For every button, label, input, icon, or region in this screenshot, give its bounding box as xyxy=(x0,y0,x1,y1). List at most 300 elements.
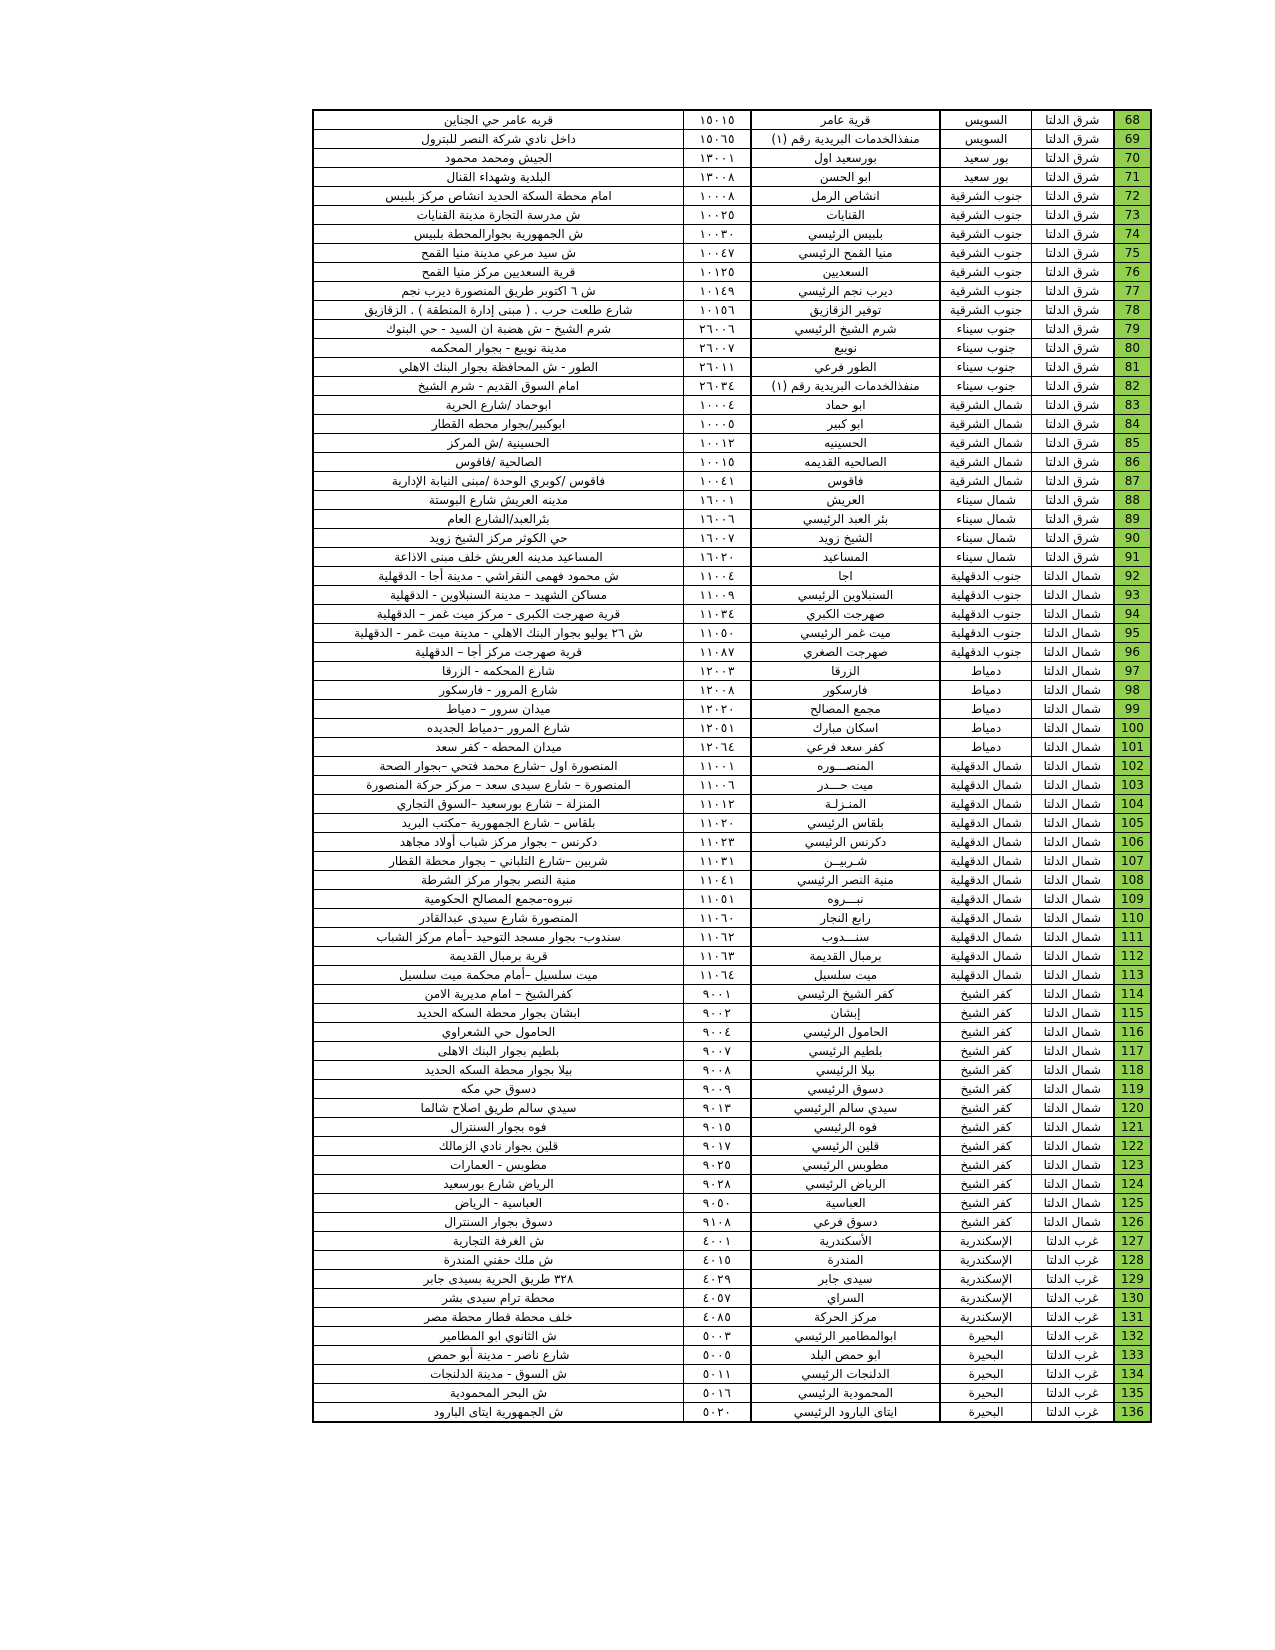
row-number-cell: 97 xyxy=(1114,662,1151,681)
table-row xyxy=(313,814,1151,833)
table-row xyxy=(313,453,1151,472)
region-cell: شرق الدلتا xyxy=(1031,396,1114,415)
region-cell: شمال الدلتا xyxy=(1031,1156,1114,1175)
table-row xyxy=(313,1004,1151,1023)
table-row xyxy=(313,795,1151,814)
table-row xyxy=(313,1080,1151,1099)
office-name-cell: المحمودية الرئيسي xyxy=(751,1384,941,1403)
postal-code-cell: ١٠٠٤٧ xyxy=(683,244,750,263)
table-row xyxy=(313,1251,1151,1270)
row-number-cell: 86 xyxy=(1114,453,1151,472)
region-cell: شمال الدلتا xyxy=(1031,909,1114,928)
office-name-cell: ميت حـــدر xyxy=(751,776,941,795)
row-number-cell: 129 xyxy=(1114,1270,1151,1289)
table-row xyxy=(313,244,1151,263)
address-cell: مدينه العريش شارع البوستة xyxy=(313,491,683,510)
governorate-cell: السويس xyxy=(940,110,1031,130)
postal-code-cell: ١١٠٨٧ xyxy=(683,643,750,662)
table-row xyxy=(313,1365,1151,1384)
table-row xyxy=(313,1137,1151,1156)
postal-code-cell: ١١٠٦٠ xyxy=(683,909,750,928)
office-name-cell: مجمع المصالح xyxy=(751,700,941,719)
governorate-cell: كفر الشيخ xyxy=(940,1137,1031,1156)
governorate-cell: شمال الدقهلية xyxy=(940,833,1031,852)
row-number-cell: 123 xyxy=(1114,1156,1151,1175)
office-name-cell: ميت سلسيل xyxy=(751,966,941,985)
office-name-cell: منية النصر الرئيسي xyxy=(751,871,941,890)
region-cell: غرب الدلتا xyxy=(1031,1403,1114,1423)
postal-code-cell: ١١٠٤١ xyxy=(683,871,750,890)
table-row xyxy=(313,624,1151,643)
region-cell: شرق الدلتا xyxy=(1031,320,1114,339)
postal-code-cell: ١١٠٦٤ xyxy=(683,966,750,985)
region-cell: شمال الدلتا xyxy=(1031,1099,1114,1118)
address-cell: مطوبس - العمارات xyxy=(313,1156,683,1175)
address-cell: سندوب- بجوار مسجد التوحيد –أمام مركز الشباب xyxy=(313,928,683,947)
postal-code-cell: ١٠١٤٩ xyxy=(683,282,750,301)
governorate-cell: شمال سيناء xyxy=(940,548,1031,567)
address-cell: المنزلة – شارع بورسعيد –السوق التجاري xyxy=(313,795,683,814)
postal-code-cell: ٤٠١٥ xyxy=(683,1251,750,1270)
address-cell: ش ٢٦ يوليو بجوار البنك الاهلي - مدينة ميت غمر - الدقهلية xyxy=(313,624,683,643)
address-cell: بلطيم بجوار البنك الاهلى xyxy=(313,1042,683,1061)
governorate-cell: شمال الدقهلية xyxy=(940,890,1031,909)
region-cell: شمال الدلتا xyxy=(1031,586,1114,605)
region-cell: غرب الدلتا xyxy=(1031,1251,1114,1270)
address-cell: شارع المرور - فارسكور xyxy=(313,681,683,700)
office-name-cell: دكرنس الرئيسي xyxy=(751,833,941,852)
table-row xyxy=(313,757,1151,776)
office-name-cell: بلبيس الرئيسي xyxy=(751,225,941,244)
governorate-cell: شمال الدقهلية xyxy=(940,947,1031,966)
table-row xyxy=(313,928,1151,947)
postal-code-cell: ٩٠٠١ xyxy=(683,985,750,1004)
table-row xyxy=(313,187,1151,206)
region-cell: شرق الدلتا xyxy=(1031,130,1114,149)
governorate-cell: شمال الدقهلية xyxy=(940,776,1031,795)
postal-code-cell: ١٠٠١٥ xyxy=(683,453,750,472)
table-row xyxy=(313,985,1151,1004)
address-cell: ابوكبير/بجوار محطه القطار xyxy=(313,415,683,434)
office-name-cell: كفر الشيخ الرئيسي xyxy=(751,985,941,1004)
region-cell: شرق الدلتا xyxy=(1031,206,1114,225)
governorate-cell: كفر الشيخ xyxy=(940,1080,1031,1099)
address-cell: المنصورة شارع سيدى عبدالقادر xyxy=(313,909,683,928)
governorate-cell: البحيرة xyxy=(940,1384,1031,1403)
region-cell: غرب الدلتا xyxy=(1031,1308,1114,1327)
row-number-cell: 107 xyxy=(1114,852,1151,871)
postal-code-cell: ١١٠٢٠ xyxy=(683,814,750,833)
governorate-cell: شمال الدقهلية xyxy=(940,928,1031,947)
postal-code-cell: ١١٠٠٤ xyxy=(683,567,750,586)
postal-code-cell: ١٢٠٥١ xyxy=(683,719,750,738)
row-number-cell: 92 xyxy=(1114,567,1151,586)
postal-code-cell: ١٦٠٠١ xyxy=(683,491,750,510)
table-row xyxy=(313,1270,1151,1289)
office-name-cell: الصالحيه القديمه xyxy=(751,453,941,472)
table-row xyxy=(313,719,1151,738)
office-name-cell: الحامول الرئيسي xyxy=(751,1023,941,1042)
postal-code-cell: ١٥٠٦٥ xyxy=(683,130,750,149)
region-cell: شمال الدلتا xyxy=(1031,681,1114,700)
postal-code-cell: ١٢٠٠٨ xyxy=(683,681,750,700)
address-cell: بئرالعبد/الشارع العام xyxy=(313,510,683,529)
postal-code-cell: ١٠٠٠٨ xyxy=(683,187,750,206)
governorate-cell: كفر الشيخ xyxy=(940,1023,1031,1042)
address-cell: دسوق حي مكه xyxy=(313,1080,683,1099)
postal-code-cell: ٢٦٠٣٤ xyxy=(683,377,750,396)
address-cell: داخل نادي شركة النصر للبترول xyxy=(313,130,683,149)
governorate-cell: جنوب الدقهلية xyxy=(940,586,1031,605)
office-name-cell: صهرجت الصغري xyxy=(751,643,941,662)
postal-code-cell: ١١٠٠١ xyxy=(683,757,750,776)
region-cell: شمال الدلتا xyxy=(1031,567,1114,586)
address-cell: ش البحر المحمودية xyxy=(313,1384,683,1403)
office-name-cell: المندرة xyxy=(751,1251,941,1270)
region-cell: شرق الدلتا xyxy=(1031,491,1114,510)
row-number-cell: 93 xyxy=(1114,586,1151,605)
row-number-cell: 83 xyxy=(1114,396,1151,415)
office-name-cell: سيدي سالم الرئيسي xyxy=(751,1099,941,1118)
region-cell: شمال الدلتا xyxy=(1031,624,1114,643)
address-cell: شربين –شارع التلباني – بجوار محطة القطار xyxy=(313,852,683,871)
governorate-cell: شمال الشرقية xyxy=(940,453,1031,472)
address-cell: حي الكوثر مركز الشيخ زويد xyxy=(313,529,683,548)
address-cell: الجيش ومحمد محمود xyxy=(313,149,683,168)
address-cell: ش سيد مرعي مدينة منيا القمح xyxy=(313,244,683,263)
region-cell: غرب الدلتا xyxy=(1031,1232,1114,1251)
row-number-cell: 136 xyxy=(1114,1403,1151,1423)
postal-code-cell: ٥٠٢٠ xyxy=(683,1403,750,1423)
row-number-cell: 105 xyxy=(1114,814,1151,833)
office-name-cell: قلين الرئيسي xyxy=(751,1137,941,1156)
row-number-cell: 79 xyxy=(1114,320,1151,339)
region-cell: شمال الدلتا xyxy=(1031,966,1114,985)
table-row xyxy=(313,472,1151,491)
region-cell: شمال الدلتا xyxy=(1031,1061,1114,1080)
address-cell: قربه عامر حي الجناين xyxy=(313,110,683,130)
region-cell: شمال الدلتا xyxy=(1031,814,1114,833)
row-number-cell: 108 xyxy=(1114,871,1151,890)
row-number-cell: 118 xyxy=(1114,1061,1151,1080)
postal-code-cell: ٩٠٠٨ xyxy=(683,1061,750,1080)
row-number-cell: 74 xyxy=(1114,225,1151,244)
table-row xyxy=(313,643,1151,662)
table-row xyxy=(313,1308,1151,1327)
region-cell: غرب الدلتا xyxy=(1031,1270,1114,1289)
governorate-cell: جنوب سيناء xyxy=(940,339,1031,358)
table-row xyxy=(313,909,1151,928)
row-number-cell: 91 xyxy=(1114,548,1151,567)
address-cell: شرم الشيخ - ش هضبة ان السيد - حي البنوك xyxy=(313,320,683,339)
postal-code-cell: ١١٠٠٩ xyxy=(683,586,750,605)
region-cell: شرق الدلتا xyxy=(1031,377,1114,396)
table-row xyxy=(313,529,1151,548)
row-number-cell: 90 xyxy=(1114,529,1151,548)
office-name-cell: العباسية xyxy=(751,1194,941,1213)
row-number-cell: 71 xyxy=(1114,168,1151,187)
region-cell: شرق الدلتا xyxy=(1031,168,1114,187)
governorate-cell: دمياط xyxy=(940,700,1031,719)
governorate-cell: شمال الدقهلية xyxy=(940,814,1031,833)
postal-code-cell: ٩٠١٣ xyxy=(683,1099,750,1118)
region-cell: شمال الدلتا xyxy=(1031,738,1114,757)
row-number-cell: 99 xyxy=(1114,700,1151,719)
table-row xyxy=(313,1118,1151,1137)
address-cell: الطور - ش المحافظة بجوار البنك الاهلي xyxy=(313,358,683,377)
postal-code-cell: ١٠٠٣٠ xyxy=(683,225,750,244)
region-cell: شمال الدلتا xyxy=(1031,776,1114,795)
office-name-cell: دسوق فرعي xyxy=(751,1213,941,1232)
office-name-cell: قرية عامر xyxy=(751,110,941,130)
region-cell: شرق الدلتا xyxy=(1031,548,1114,567)
address-cell: ابوحماد /شارع الحرية xyxy=(313,396,683,415)
office-name-cell: ابو حماد xyxy=(751,396,941,415)
governorate-cell: جنوب سيناء xyxy=(940,377,1031,396)
row-number-cell: 134 xyxy=(1114,1365,1151,1384)
row-number-cell: 113 xyxy=(1114,966,1151,985)
address-cell: قرية صهرجت مركز أجا – الدقهلية xyxy=(313,643,683,662)
postal-code-cell: ١٦٠٠٧ xyxy=(683,529,750,548)
postal-code-cell: ١١٠٣١ xyxy=(683,852,750,871)
address-cell: نبروه-مجمع المصالح الحكومية xyxy=(313,890,683,909)
office-name-cell: السراي xyxy=(751,1289,941,1308)
row-number-cell: 85 xyxy=(1114,434,1151,453)
office-name-cell: توفير الزقازيق xyxy=(751,301,941,320)
address-cell: خلف محطة قطار محطة مصر xyxy=(313,1308,683,1327)
region-cell: شمال الدلتا xyxy=(1031,947,1114,966)
table-row xyxy=(313,947,1151,966)
region-cell: شمال الدلتا xyxy=(1031,719,1114,738)
office-name-cell: منفذالخدمات البريدية رقم (١) xyxy=(751,377,941,396)
row-number-cell: 73 xyxy=(1114,206,1151,225)
postal-code-cell: ٢٦٠٠٦ xyxy=(683,320,750,339)
table-row xyxy=(313,586,1151,605)
address-cell: ش ملك حفني المندرة xyxy=(313,1251,683,1270)
row-number-cell: 115 xyxy=(1114,1004,1151,1023)
table-row xyxy=(313,1346,1151,1365)
table-row xyxy=(313,1403,1151,1423)
address-cell: دكرنس – بجوار مركز شباب أولاد مجاهد xyxy=(313,833,683,852)
postal-code-cell: ١٢٠٦٤ xyxy=(683,738,750,757)
address-cell: ميت سلسيل –أمام محكمة ميت سلسيل xyxy=(313,966,683,985)
address-cell: شارع طلعت حرب . ( مبنى إدارة المنطقة ) . الزقازيق xyxy=(313,301,683,320)
table-row xyxy=(313,1384,1151,1403)
address-cell: ٣٢٨ طريق الحرية بسيدى جابر xyxy=(313,1270,683,1289)
table-row xyxy=(313,1213,1151,1232)
governorate-cell: شمال سيناء xyxy=(940,510,1031,529)
address-cell: شارع ناصر - مدينة أبو حمص xyxy=(313,1346,683,1365)
governorate-cell: جنوب الشرقية xyxy=(940,263,1031,282)
governorate-cell: شمال الدقهلية xyxy=(940,871,1031,890)
postal-code-cell: ٩٠١٧ xyxy=(683,1137,750,1156)
governorate-cell: كفر الشيخ xyxy=(940,1042,1031,1061)
region-cell: شرق الدلتا xyxy=(1031,339,1114,358)
postal-code-cell: ٤٠٠١ xyxy=(683,1232,750,1251)
postal-code-cell: ١١٠٥٠ xyxy=(683,624,750,643)
address-cell: منية النصر بجوار مركز الشرطة xyxy=(313,871,683,890)
postal-code-cell: ٢٦٠٠٧ xyxy=(683,339,750,358)
row-number-cell: 114 xyxy=(1114,985,1151,1004)
region-cell: شرق الدلتا xyxy=(1031,358,1114,377)
row-number-cell: 122 xyxy=(1114,1137,1151,1156)
row-number-cell: 78 xyxy=(1114,301,1151,320)
postal-code-cell: ١١٠١٢ xyxy=(683,795,750,814)
table-row xyxy=(313,738,1151,757)
office-name-cell: منفذالخدمات البريدية رقم (١) xyxy=(751,130,941,149)
office-name-cell: بيلا الرئيسي xyxy=(751,1061,941,1080)
row-number-cell: 120 xyxy=(1114,1099,1151,1118)
address-cell: قلين بجوار نادي الزمالك xyxy=(313,1137,683,1156)
office-name-cell: المنـزلـة xyxy=(751,795,941,814)
governorate-cell: الإسكندرية xyxy=(940,1289,1031,1308)
row-number-cell: 128 xyxy=(1114,1251,1151,1270)
table-row xyxy=(313,833,1151,852)
row-number-cell: 117 xyxy=(1114,1042,1151,1061)
governorate-cell: كفر الشيخ xyxy=(940,1213,1031,1232)
office-name-cell: كفر سعد فرعي xyxy=(751,738,941,757)
region-cell: شرق الدلتا xyxy=(1031,263,1114,282)
office-name-cell: بئر العبد الرئيسي xyxy=(751,510,941,529)
address-cell: البلدية وشهداء القنال xyxy=(313,168,683,187)
region-cell: شرق الدلتا xyxy=(1031,149,1114,168)
row-number-cell: 81 xyxy=(1114,358,1151,377)
table-row xyxy=(313,358,1151,377)
address-cell: المنصورة – شارع سيدى سعد – مركز حركة المنصورة xyxy=(313,776,683,795)
governorate-cell: البحيرة xyxy=(940,1346,1031,1365)
address-cell: مدينة نويبع - بجوار المحكمه xyxy=(313,339,683,358)
postal-code-cell: ١١٠٥١ xyxy=(683,890,750,909)
office-name-cell: سيدى جابر xyxy=(751,1270,941,1289)
row-number-cell: 76 xyxy=(1114,263,1151,282)
region-cell: شمال الدلتا xyxy=(1031,852,1114,871)
row-number-cell: 125 xyxy=(1114,1194,1151,1213)
postal-code-cell: ١٢٠٢٠ xyxy=(683,700,750,719)
row-number-cell: 95 xyxy=(1114,624,1151,643)
office-name-cell: شـربيــن xyxy=(751,852,941,871)
table-row xyxy=(313,662,1151,681)
address-cell: الحامول حي الشعراوي xyxy=(313,1023,683,1042)
governorate-cell: شمال الدقهلية xyxy=(940,852,1031,871)
governorate-cell: البحيرة xyxy=(940,1327,1031,1346)
postal-code-cell: ٤٠٢٩ xyxy=(683,1270,750,1289)
governorate-cell: شمال سيناء xyxy=(940,529,1031,548)
office-name-cell: منيا القمح الرئيسي xyxy=(751,244,941,263)
office-name-cell: ميت غمر الرئيسي xyxy=(751,624,941,643)
address-cell: ابشان بجوار محطة السكه الحديد xyxy=(313,1004,683,1023)
row-number-cell: 102 xyxy=(1114,757,1151,776)
governorate-cell: جنوب الشرقية xyxy=(940,244,1031,263)
office-name-cell: العريش xyxy=(751,491,941,510)
address-cell: فوه بجوار السنترال xyxy=(313,1118,683,1137)
row-number-cell: 69 xyxy=(1114,130,1151,149)
table-row xyxy=(313,1194,1151,1213)
office-name-cell: انشاص الرمل xyxy=(751,187,941,206)
row-number-cell: 70 xyxy=(1114,149,1151,168)
postal-code-cell: ١١٠٢٣ xyxy=(683,833,750,852)
region-cell: شمال الدلتا xyxy=(1031,795,1114,814)
governorate-cell: الإسكندرية xyxy=(940,1251,1031,1270)
table-row xyxy=(313,1099,1151,1118)
office-name-cell: مركز الحركة xyxy=(751,1308,941,1327)
office-name-cell: بورسعيد اول xyxy=(751,149,941,168)
postal-code-cell: ١٠٠٤١ xyxy=(683,472,750,491)
office-name-cell: بلقاس الرئيسي xyxy=(751,814,941,833)
governorate-cell: جنوب الشرقية xyxy=(940,301,1031,320)
table-row xyxy=(313,415,1151,434)
region-cell: شمال الدلتا xyxy=(1031,1042,1114,1061)
row-number-cell: 98 xyxy=(1114,681,1151,700)
governorate-cell: الإسكندرية xyxy=(940,1270,1031,1289)
region-cell: شمال الدلتا xyxy=(1031,985,1114,1004)
table-row xyxy=(313,263,1151,282)
row-number-cell: 133 xyxy=(1114,1346,1151,1365)
postal-code-cell: ١٠١٢٥ xyxy=(683,263,750,282)
postal-code-cell: ٥٠٠٥ xyxy=(683,1346,750,1365)
region-cell: شمال الدلتا xyxy=(1031,1194,1114,1213)
postal-code-cell: ٩٠١٥ xyxy=(683,1118,750,1137)
address-cell: ش السوق - مدينة الدلنجات xyxy=(313,1365,683,1384)
table-row xyxy=(313,396,1151,415)
governorate-cell: شمال الدقهلية xyxy=(940,795,1031,814)
region-cell: شمال الدلتا xyxy=(1031,662,1114,681)
governorate-cell: كفر الشيخ xyxy=(940,1156,1031,1175)
address-cell: امام محطة السكة الحديد انشاص مركز بلبيس xyxy=(313,187,683,206)
office-name-cell: الشيخ زويد xyxy=(751,529,941,548)
table-body xyxy=(313,110,1151,1422)
governorate-cell: البحيرة xyxy=(940,1365,1031,1384)
row-number-cell: 68 xyxy=(1114,110,1151,130)
office-name-cell: الأسكندرية xyxy=(751,1232,941,1251)
governorate-cell: دمياط xyxy=(940,681,1031,700)
governorate-cell: دمياط xyxy=(940,662,1031,681)
governorate-cell: جنوب الدقهلية xyxy=(940,567,1031,586)
governorate-cell: شمال الدقهلية xyxy=(940,966,1031,985)
address-cell: الصالحية /فاقوس xyxy=(313,453,683,472)
office-name-cell: الرياض الرئيسي xyxy=(751,1175,941,1194)
office-name-cell: صهرجت الكبري xyxy=(751,605,941,624)
postal-code-cell: ٩١٠٨ xyxy=(683,1213,750,1232)
governorate-cell: بور سعيد xyxy=(940,168,1031,187)
governorate-cell: شمال الشرقية xyxy=(940,396,1031,415)
governorate-cell: شمال الشرقية xyxy=(940,415,1031,434)
postal-code-cell: ٤٠٥٧ xyxy=(683,1289,750,1308)
address-cell: ش الثانوي ابو المطامير xyxy=(313,1327,683,1346)
postal-code-cell: ٩٠٠٩ xyxy=(683,1080,750,1099)
governorate-cell: جنوب الشرقية xyxy=(940,206,1031,225)
postal-code-cell: ١٦٠٢٠ xyxy=(683,548,750,567)
table-row xyxy=(313,301,1151,320)
postal-code-cell: ٥٠١١ xyxy=(683,1365,750,1384)
region-cell: شرق الدلتا xyxy=(1031,453,1114,472)
row-number-cell: 132 xyxy=(1114,1327,1151,1346)
governorate-cell: البحيرة xyxy=(940,1403,1031,1423)
governorate-cell: جنوب الشرقية xyxy=(940,187,1031,206)
table-row xyxy=(313,510,1151,529)
row-number-cell: 104 xyxy=(1114,795,1151,814)
office-name-cell: ابو كبير xyxy=(751,415,941,434)
region-cell: غرب الدلتا xyxy=(1031,1327,1114,1346)
address-cell: الحسينية /ش المركز xyxy=(313,434,683,453)
governorate-cell: كفر الشيخ xyxy=(940,985,1031,1004)
postal-code-cell: ٩٠٠٧ xyxy=(683,1042,750,1061)
region-cell: شرق الدلتا xyxy=(1031,110,1114,130)
address-cell: ش الغرفة التجارية xyxy=(313,1232,683,1251)
region-cell: غرب الدلتا xyxy=(1031,1289,1114,1308)
row-number-cell: 130 xyxy=(1114,1289,1151,1308)
table-row xyxy=(313,1023,1151,1042)
region-cell: شمال الدلتا xyxy=(1031,643,1114,662)
